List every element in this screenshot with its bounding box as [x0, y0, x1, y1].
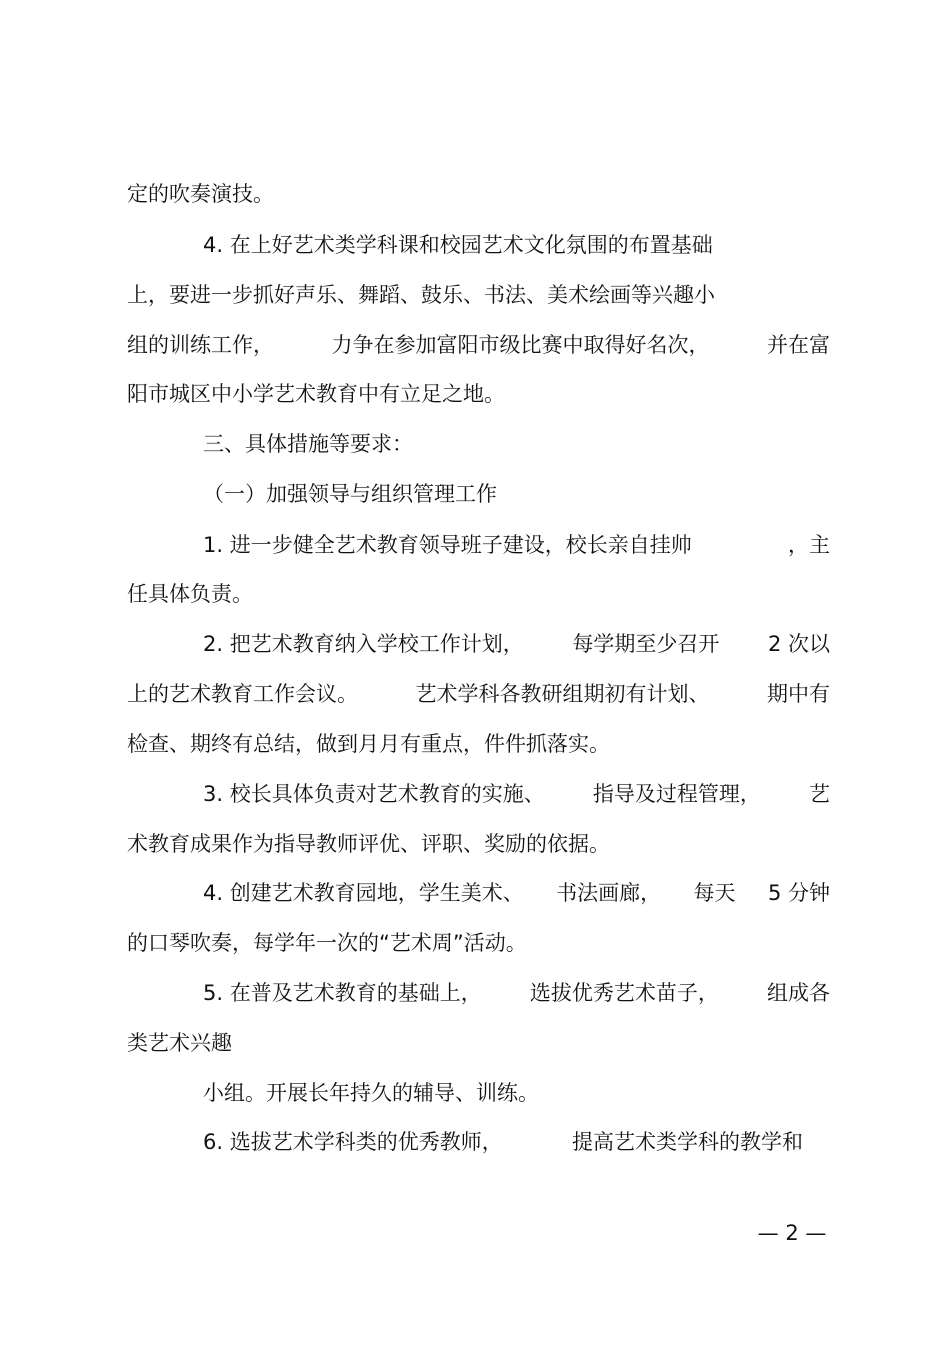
section-heading: 三、具体措施等要求：	[203, 432, 413, 456]
page-number: — 2 —	[757, 1221, 827, 1245]
text-segment: 期中有	[767, 682, 830, 706]
text-segment: 4. 创建艺术教育园地，学生美术、	[203, 881, 524, 905]
text-line	[203, 627, 830, 661]
text-line: 类艺术兴趣	[127, 1031, 232, 1055]
text-line	[203, 528, 830, 562]
text-segment: 上的艺术教育工作会议。	[127, 682, 358, 706]
text-line	[127, 677, 830, 711]
text-line	[203, 777, 830, 811]
text-segment: 每学期至少召开	[572, 632, 720, 656]
text-segment: 6. 选拔艺术学科类的优秀教师，	[203, 1130, 503, 1154]
text-segment: 书法画廊，	[556, 881, 662, 905]
text-segment: 1. 进一步健全艺术教育领导班子建设，校长亲自挂帅	[203, 533, 692, 557]
text-line: 阳市城区中小学艺术教育中有立足之地。	[127, 382, 505, 406]
text-line: 术教育成果作为指导教师评优、评职、奖励的依据。	[127, 832, 610, 856]
text-line	[127, 328, 830, 362]
text-line	[203, 876, 830, 910]
text-line: 检查、期终有总结，做到月月有重点，件件抓落实。	[127, 732, 610, 756]
text-segment: 组成各	[767, 981, 830, 1005]
subsection-heading: （一）加强领导与组织管理工作	[203, 482, 497, 506]
text-segment: 艺术学科各教研组期初有计划、	[415, 682, 710, 706]
text-segment: 5 分钟	[767, 881, 830, 905]
text-line: 的口琴吹奏，每学年一次的“艺术周”活动。	[127, 931, 527, 955]
text-segment: ，主	[788, 533, 830, 557]
text-line: 上，要进一步抓好声乐、舞蹈、鼓乐、书法、美术绘画等兴趣小	[127, 283, 715, 307]
text-segment: 3. 校长具体负责对艺术教育的实施、	[203, 782, 545, 806]
text-line: 任具体负责。	[127, 582, 253, 606]
text-line	[203, 976, 830, 1010]
text-line: 小组。开展长年持久的辅导、训练。	[203, 1081, 539, 1105]
text-line: 定的吹奏演技。	[127, 182, 274, 206]
text-segment: 艺	[809, 782, 830, 806]
text-segment: 选拔优秀艺术苗子，	[529, 981, 719, 1005]
text-segment: 提高艺术类学科的教学和	[572, 1130, 803, 1154]
text-segment: 组的训练工作，	[127, 333, 274, 357]
text-segment: 2 次以	[767, 632, 830, 656]
text-segment: 力争在参加富阳市级比赛中取得好名次，	[331, 333, 710, 357]
text-line: 4. 在上好艺术类学科课和校园艺术文化氛围的布置基础	[203, 233, 713, 257]
text-segment: 2. 把艺术教育纳入学校工作计划，	[203, 632, 524, 656]
text-line	[203, 1125, 803, 1159]
text-segment: 5. 在普及艺术教育的基础上，	[203, 981, 482, 1005]
text-segment: 并在富	[767, 333, 830, 357]
text-segment: 每天	[693, 881, 736, 905]
text-segment: 指导及过程管理，	[592, 782, 761, 806]
